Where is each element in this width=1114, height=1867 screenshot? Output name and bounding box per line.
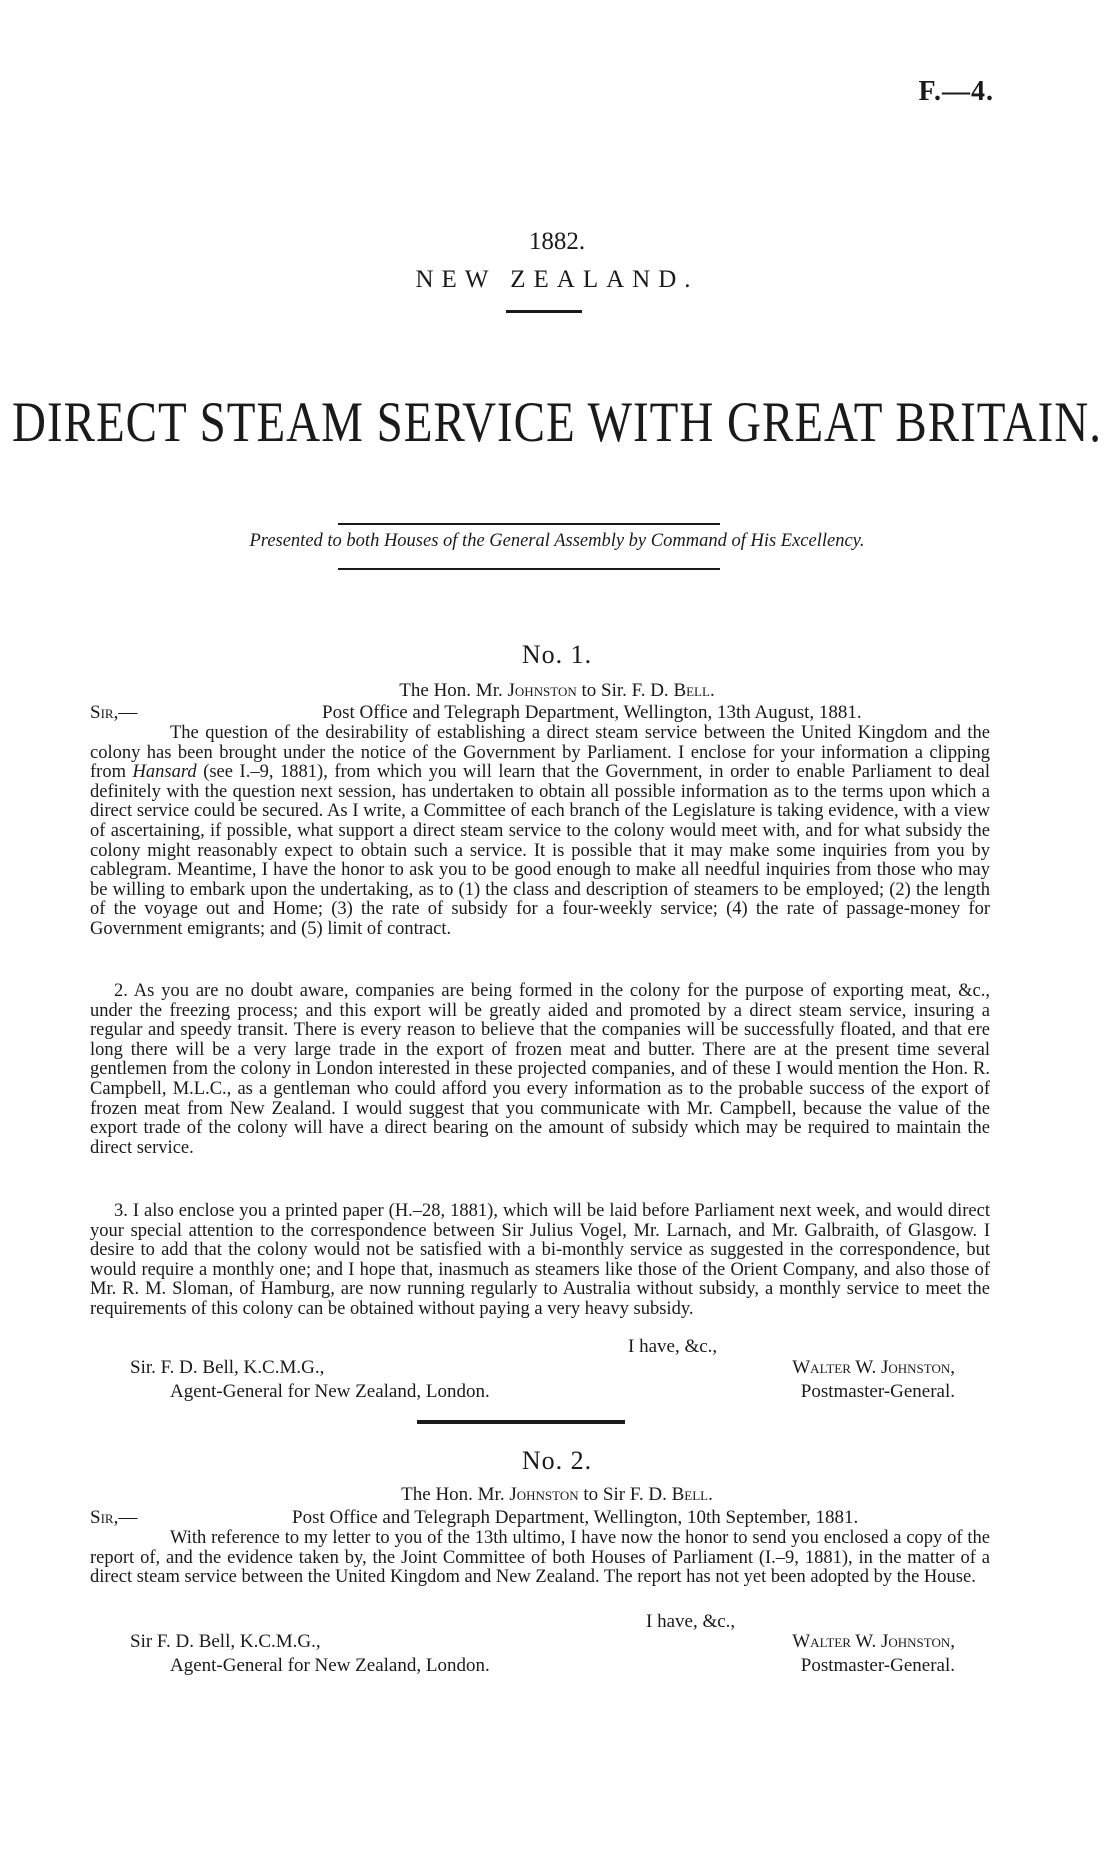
signatory-name: Walter W. Johnston, — [792, 1357, 955, 1378]
heading-to: Bell — [673, 680, 710, 701]
page-reference: F.—4. — [918, 76, 994, 107]
addressee-office: Agent-General for New Zealand, London. — [170, 1655, 490, 1676]
letter-1-paragraph-2: 2. As you are no doubt aware, companies are being formed in the colony for the purpose of exporting meat, &c., under the freezing process; and this export will be greatly aided and promoted by a direct steam service, insuring a regular and speedy transit. There is every reason to believe that the companies will be successfully floated, and that ere long there will be a very large trade in the export of frozen meat and butter. There are at the present time several gentlemen from the colony in London interested in these projected companies, and of these I would mention the Hon. R. Campbell, M.L.C., as a gentleman who could afford you every information as to the probable success of the export of frozen meat from New Zealand. I would suggest that you communicate with Mr. Campbell, because the value of the export trade of the colony will have a direct bearing on the amount of subsidy which may be required to maintain the direct service. — [90, 981, 990, 1158]
document-country: NEW ZEALAND. — [415, 266, 699, 293]
letter-2-number: No. 2. — [521, 1446, 593, 1475]
letter-2-paragraph-1: With reference to my letter to you of the 13th ultimo, I have now the honor to send you enclosed a copy of the report of, and the evidence taken by, the Joint Committee of both Houses of Parliament (I.–9, 1881), in the matter of a direct steam service between the United Kingdom and New Zealand. The report has not yet been adopted by the House. — [90, 1528, 990, 1588]
hansard-reference: Hansard — [132, 762, 197, 783]
presented-line: Presented to both Houses of the General Assembly by Command of His Excellency. — [249, 531, 865, 551]
document-year: 1882. — [528, 228, 586, 255]
addressee-name: Sir F. D. Bell, K.C.M.G., — [130, 1631, 321, 1652]
letter-1-paragraph-1 — [90, 724, 990, 940]
heading-middle: to Sir. F. D. — [576, 680, 674, 701]
letter-1-salutation: Sir,— — [90, 702, 138, 723]
letter-1-signatory — [640, 1356, 955, 1404]
document-title: DIRECT STEAM SERVICE WITH GREAT BRITAIN. — [12, 391, 1102, 455]
title-rule — [506, 310, 582, 313]
heading-from: Johnston — [509, 1484, 579, 1505]
presented-rule-bottom — [338, 568, 720, 570]
heading-suffix: . — [709, 680, 715, 701]
heading-to: Bell — [671, 1484, 709, 1505]
letter-divider — [417, 1420, 625, 1424]
heading-prefix: The Hon. Mr. — [401, 1484, 510, 1505]
letter-2-salutation: Sir,— — [90, 1507, 138, 1528]
signatory-name: Walter W. Johnston, — [792, 1631, 955, 1652]
presented-rule-top — [338, 523, 720, 525]
letter-1-closing: I have, &c., — [628, 1336, 718, 1357]
heading-from: Johnston — [507, 680, 577, 701]
letter-2-dateline: Post Office and Telegraph Department, Wellington, 10th September, 1881. — [292, 1507, 859, 1528]
letter-1-paragraph-3: 3. I also enclose you a printed paper (H.–28, 1881), which will be laid before Parliament next week, and would direct your special attention to the correspondence between Sir Julius Vogel, Mr. Larnach, and Mr. Galbraith, of Glasgow. I desire to add that the colony would not be satisfied with a bi-monthly service as suggested in the correspondence, but would require a monthly one; and I hope that, inasmuch as steamers like those of the Orient Company, and also those of Mr. R. M. Sloman, of Hamburg, are now running regularly to Australia without subsidy, a monthly service to meet the requirements of this colony can be obtained without paying a very heavy subsidy. — [90, 1201, 990, 1319]
addressee-office: Agent-General for New Zealand, London. — [170, 1381, 490, 1402]
letter-2-signatory — [640, 1630, 955, 1678]
letter-1-dateline: Post Office and Telegraph Department, Wellington, 13th August, 1881. — [322, 702, 862, 723]
letter-1-number: No. 1. — [521, 640, 593, 669]
addressee-name: Sir. F. D. Bell, K.C.M.G., — [130, 1357, 325, 1378]
heading-prefix: The Hon. Mr. — [399, 680, 508, 701]
paragraph-text: The question of the desirability of establishing a direct steam service between the United Kingdom and the colony has been brought under the notice of the Government by Parliament. I enclose for your information a clipping from — [90, 723, 990, 783]
paragraph-text: (see I.–9, 1881), from which you will learn that the Government, in order to enable Parliament to deal definitely with the question next session, has undertaken to obtain all possible information as to the terms upon which a direct service could be secured. As I write, a Committee of each branch of the Legislature is taking evidence, with a view of ascertaining, if possible, what support a direct steam service to the colony would meet with, and for what subsidy the colony might reasonably expect to obtain such a service. It is possible that it may make some inquiries from you by cablegram. Meantime, I have the honor to ask you to be good enough to make all needful inquiries from those who may be willing to embark upon the undertaking, as to (1) the class and description of steamers to be employed; (2) the length of the voyage out and Home; (3) the rate of subsidy for a four-weekly service; (4) the rate of passage-money for Government emigrants; and (5) limit of contract. — [90, 762, 990, 939]
letter-2-heading — [0, 1484, 1114, 1506]
letter-1-heading — [0, 680, 1114, 702]
letter-1-addressee — [130, 1356, 490, 1404]
signatory-title: Postmaster-General. — [800, 1655, 955, 1676]
letter-2-closing: I have, &c., — [646, 1611, 736, 1632]
signatory-title: Postmaster-General. — [800, 1381, 955, 1402]
letter-2-addressee — [130, 1630, 490, 1678]
heading-middle: to Sir F. D. — [578, 1484, 672, 1505]
heading-suffix: . — [708, 1484, 713, 1505]
